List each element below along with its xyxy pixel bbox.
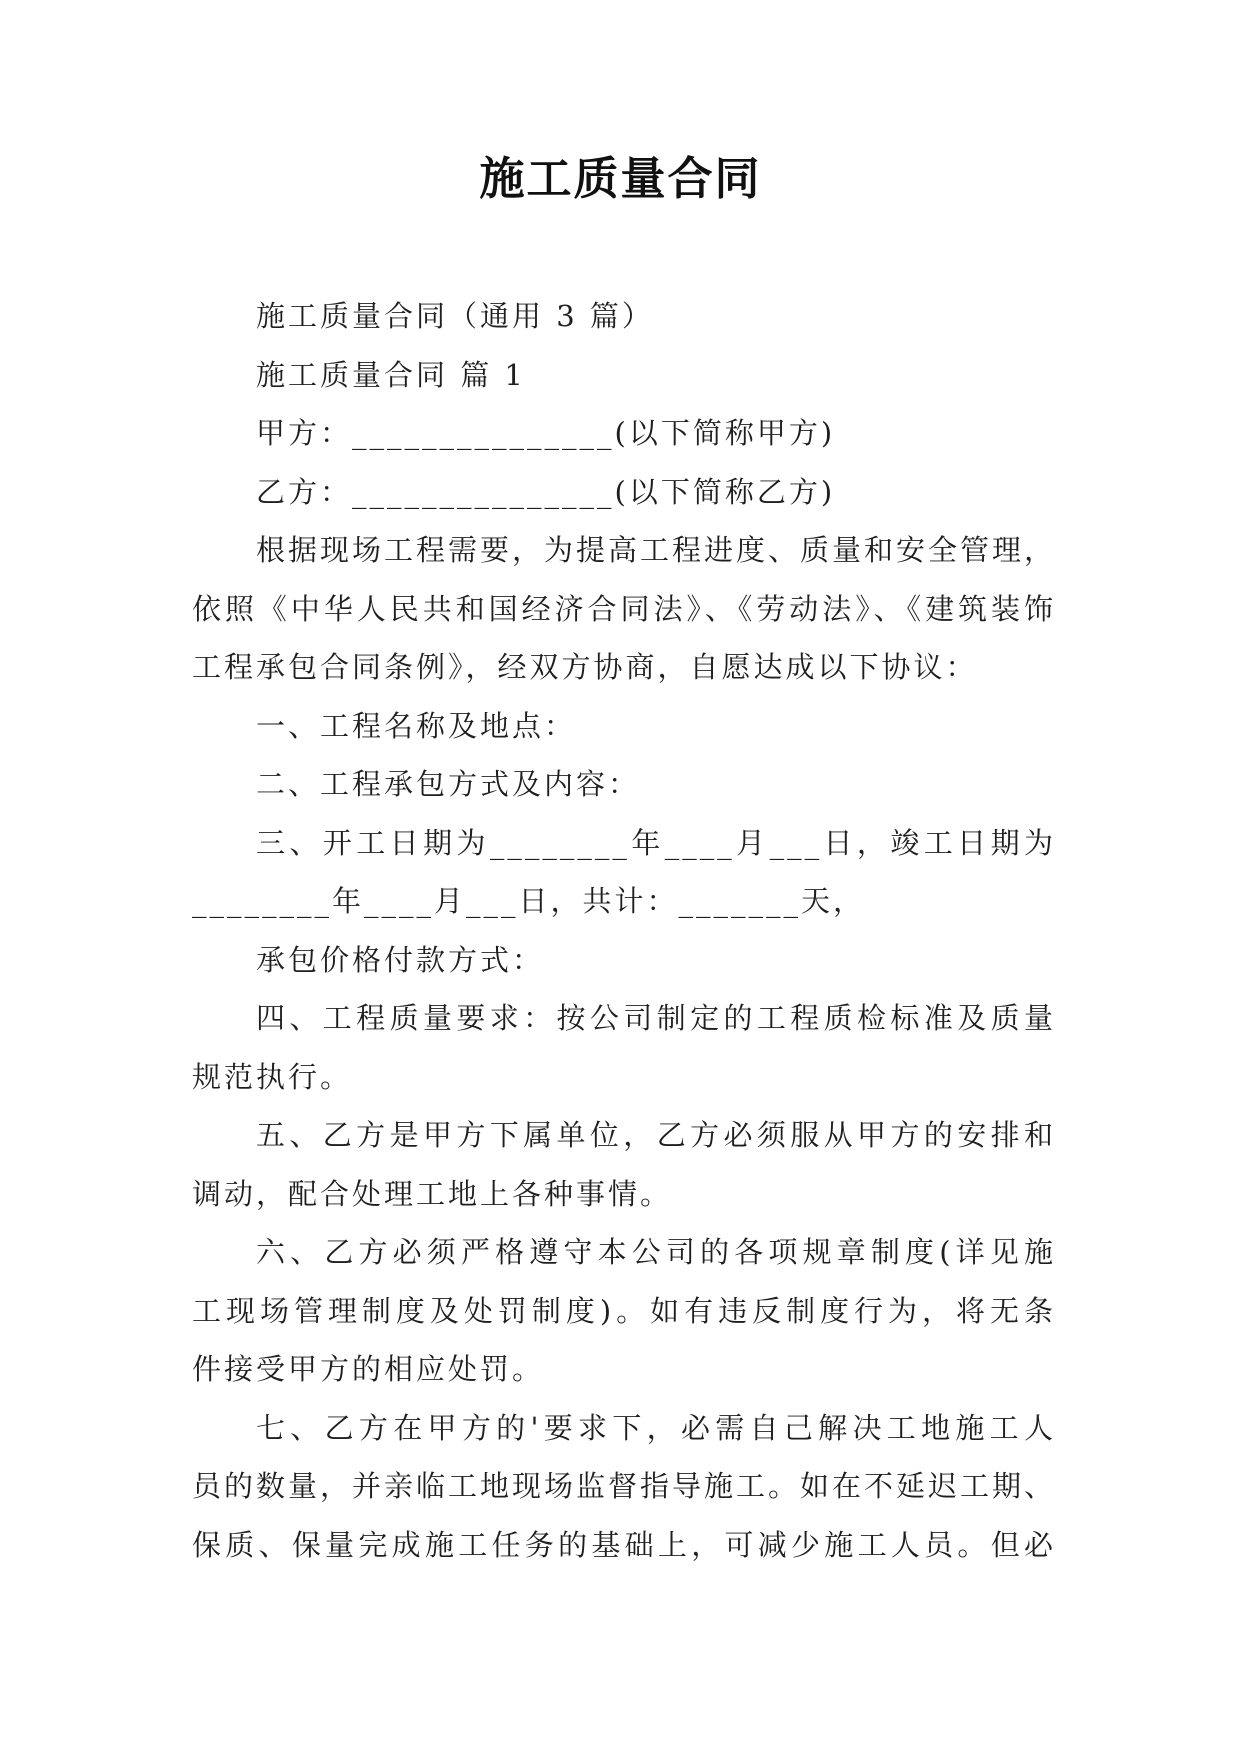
paragraph-line: 规范执行。 bbox=[192, 1059, 353, 1094]
paragraph-preamble bbox=[192, 521, 1056, 697]
clause-3 bbox=[192, 814, 1056, 931]
party-a-line bbox=[192, 404, 1056, 463]
document-title: 施工质量合同 bbox=[479, 152, 762, 205]
paragraph-line: 员的数量，并亲临工地现场监督指导施工。如在不延迟工期、 bbox=[192, 1469, 1056, 1503]
clause-7 bbox=[192, 1399, 1056, 1575]
paragraph-line: 调动，配合处理工地上各种事情。 bbox=[192, 1176, 673, 1211]
paragraph-line: 一、工程名称及地点： bbox=[256, 708, 577, 743]
paragraph-line: 甲方：_______________(以下简称甲方) bbox=[256, 416, 836, 450]
paragraph-line: 工程承包合同条例》，经双方协商，自愿达成以下协议： bbox=[192, 650, 978, 684]
clause-6 bbox=[192, 1223, 1056, 1399]
paragraph-line: 件接受甲方的相应处罚。 bbox=[192, 1352, 545, 1386]
paragraph-line: 三、开工日期为________年____月___日，竣工日期为 bbox=[256, 825, 1056, 860]
paragraph-heading bbox=[192, 287, 1056, 346]
paragraph-line: 施工质量合同 篇 1 bbox=[256, 357, 526, 392]
clause-5 bbox=[192, 1106, 1056, 1223]
paragraph-line: 施工质量合同（通用 3 篇） bbox=[256, 299, 654, 333]
party-b-line bbox=[192, 463, 1056, 522]
clause-2 bbox=[192, 755, 1056, 814]
paragraph-subheading bbox=[192, 346, 1056, 405]
paragraph-line: 六、乙方必须严格遵守本公司的各项规章制度(详见施 bbox=[256, 1235, 1056, 1269]
paragraph-line: 五、乙方是甲方下属单位，乙方必须服从甲方的安排和 bbox=[256, 1118, 1056, 1152]
paragraph-line: 工现场管理制度及处罚制度)。如有违反制度行为，将无条 bbox=[192, 1293, 1056, 1328]
payment-line bbox=[192, 931, 1056, 990]
paragraph-line: 七、乙方在甲方的'要求下，必需自己解决工地施工人 bbox=[256, 1410, 1056, 1445]
paragraph-line: 承包价格付款方式： bbox=[256, 942, 545, 977]
paragraph-line: 根据现场工程需要，为提高工程进度、质量和安全管理， bbox=[256, 533, 1056, 567]
clause-4 bbox=[192, 989, 1056, 1106]
paragraph-line: ________年____月___日，共计：_______天， bbox=[192, 884, 866, 918]
clause-1 bbox=[192, 697, 1056, 756]
paragraph-line: 依照《中华人民共和国经济合同法》、《劳动法》、《建筑装饰 bbox=[192, 591, 1056, 626]
paragraph-line: 保质、保量完成施工任务的基础上，可减少施工人员。但必 bbox=[192, 1527, 1056, 1562]
paragraph-line: 四、工程质量要求：按公司制定的工程质检标准及质量 bbox=[256, 1001, 1056, 1035]
paragraph-line: 二、工程承包方式及内容： bbox=[256, 767, 641, 801]
paragraph-line: 乙方：_______________(以下简称乙方) bbox=[256, 474, 836, 509]
document-body bbox=[192, 287, 1056, 1574]
